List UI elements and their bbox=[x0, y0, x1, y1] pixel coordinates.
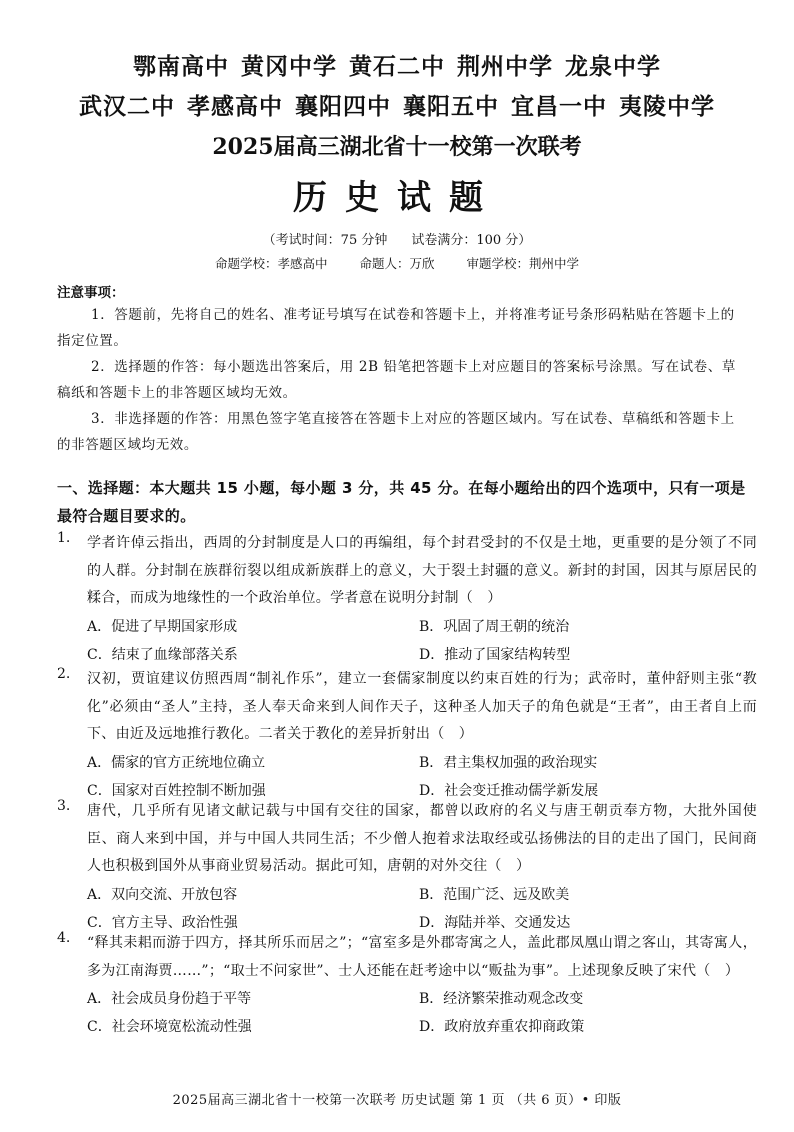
options bbox=[87, 985, 757, 1041]
option-b: B．经济繁荣推动观念改变 bbox=[419, 991, 584, 1007]
question bbox=[57, 798, 757, 937]
options bbox=[87, 613, 757, 669]
option-a: A．社会成员身份趋于平等 bbox=[87, 991, 252, 1007]
exam-meta bbox=[0, 229, 794, 248]
option-b: B．君主集权加强的政治现实 bbox=[419, 754, 598, 771]
question-number: 4. bbox=[57, 930, 71, 946]
options bbox=[87, 881, 757, 937]
school-name: 武汉二中 bbox=[79, 94, 175, 120]
exam-score: 试卷满分：100 分） bbox=[411, 233, 532, 248]
school-name: 鄂南高中 bbox=[133, 54, 229, 80]
option-b: B．巩固了周王朝的统治 bbox=[419, 618, 570, 635]
option-d: D．海陆并举、交通发达 bbox=[419, 914, 571, 931]
option-c: C．国家对百姓控制不断加强 bbox=[87, 782, 266, 799]
option-b: B．范围广泛、远及欧美 bbox=[419, 886, 570, 903]
option-c: C．官方主导、政治性强 bbox=[87, 914, 238, 931]
question-stem: 汉初，贾谊建议仿照西周“制礼作乐”，建立一套儒家制度以约束百姓的行为；武帝时，董仲舒则主张“教化”必须由“圣人”主持，圣人奉天命来到人间作天子，这种圣人加天子的角色就是“王者”，由王者自上而下、由近及远地推行教化。二者关于教化的差异折射出（ ） bbox=[87, 671, 757, 742]
question-stem: 唐代，几乎所有见诸文献记载与中国有交往的国家，都曾以政府的名义与唐王朝贡奉方物，大批外国使臣、商人来到中国，并与中国人共同生活；不少僧人抱着求法取经或弘扬佛法的目的走出了国门，民间商人也积极到国外从事商业贸易活动。据此可知，唐朝的对外交往（ ） bbox=[87, 803, 757, 874]
reviewer-school: 审题学校：荆州中学 bbox=[466, 256, 580, 271]
question bbox=[57, 666, 757, 805]
question-stem: “释其耒耜而游于四方，择其所乐而居之”；“富室多是外郡寄寓之人，盖此郡凤凰山谓之客山，其寄寓人，多为江南海贾……”；“取士不问家世”、士人还能在赶考途中以“贩盐为事”。上述现象反映了宋代（ ） bbox=[87, 935, 757, 979]
note-item: 1．答题前，先将自己的姓名、准考证号填写在试卷和答题卡上，并将准考证号条形码粘贴在答题卡上的指定位置。 bbox=[57, 307, 735, 349]
page-footer: 2025届高三湖北省十一校第一次联考 历史试题 第 1 页 （共 6 页）• 印版 bbox=[172, 1093, 622, 1108]
section-title: 一、选择题：本大题共 15 小题，每小题 3 分，共 45 分。在每小题给出的四个选项中，只有一项是最符合题目要求的。 bbox=[57, 479, 746, 525]
question-number: 2. bbox=[57, 666, 71, 682]
school-name: 襄阳五中 bbox=[403, 94, 499, 120]
school-name: 孝感高中 bbox=[187, 94, 283, 120]
school-name: 龙泉中学 bbox=[565, 54, 661, 80]
option-d: D．社会变迁推动儒学新发展 bbox=[419, 782, 599, 799]
note-item: 3．非选择题的作答：用黑色签字笔直接答在答题卡上对应的答题区域内。写在试卷、草稿纸和答题卡上的非答题区域均无效。 bbox=[57, 411, 735, 453]
question-number: 3. bbox=[57, 798, 71, 814]
setter-school: 命题学校：孝感高中 bbox=[214, 256, 328, 271]
school-name: 黄石二中 bbox=[349, 54, 445, 80]
school-name: 荆州中学 bbox=[457, 54, 553, 80]
school-name: 宜昌一中 bbox=[511, 94, 607, 120]
exam-authors bbox=[0, 254, 794, 272]
question-stem: 学者许倬云指出，西周的分封制度是人口的再编组，每个封君受封的不仅是土地，更重要的是分领了不同的人群。分封制在族群衍裂以组成新族群上的意义，大于裂土封疆的意义。新封的封国，因其与原居民的糅合，而成为地缘性的一个政治单位。学者意在说明分封制（ ） bbox=[87, 535, 757, 606]
school-name: 襄阳四中 bbox=[295, 94, 391, 120]
option-c: C．结束了血缘部落关系 bbox=[87, 646, 238, 663]
option-a: A．促进了早期国家形成 bbox=[87, 618, 238, 635]
exam-title: 2025届高三湖北省十一校第一次联考 bbox=[212, 134, 582, 160]
school-name: 黄冈中学 bbox=[241, 54, 337, 80]
option-d: D．政府放弃重农抑商政策 bbox=[419, 1019, 585, 1035]
option-c: C．社会环境宽松流动性强 bbox=[87, 1019, 252, 1035]
option-a: A．双向交流、开放包容 bbox=[87, 886, 238, 903]
question bbox=[57, 530, 757, 669]
option-a: A．儒家的官方正统地位确立 bbox=[87, 754, 266, 771]
school-name: 夷陵中学 bbox=[619, 94, 715, 120]
question-number: 1. bbox=[57, 530, 71, 546]
subject-title: 历史试题 bbox=[293, 178, 501, 218]
exam-time: （考试时间：75 分钟 bbox=[262, 233, 388, 248]
schools-line-1 bbox=[0, 48, 794, 81]
notes-title: 注意事项： bbox=[57, 285, 125, 301]
question bbox=[57, 930, 757, 1041]
option-d: D．推动了国家结构转型 bbox=[419, 646, 571, 663]
setter: 命题人：万欣 bbox=[359, 256, 435, 271]
options bbox=[87, 749, 757, 805]
schools-line-2 bbox=[0, 88, 794, 121]
note-item: 2．选择题的作答：每小题选出答案后，用 2B 铅笔把答题卡上对应题目的答案标号涂黑。写在试卷、草稿纸和答题卡上的非答题区域均无效。 bbox=[57, 359, 736, 401]
